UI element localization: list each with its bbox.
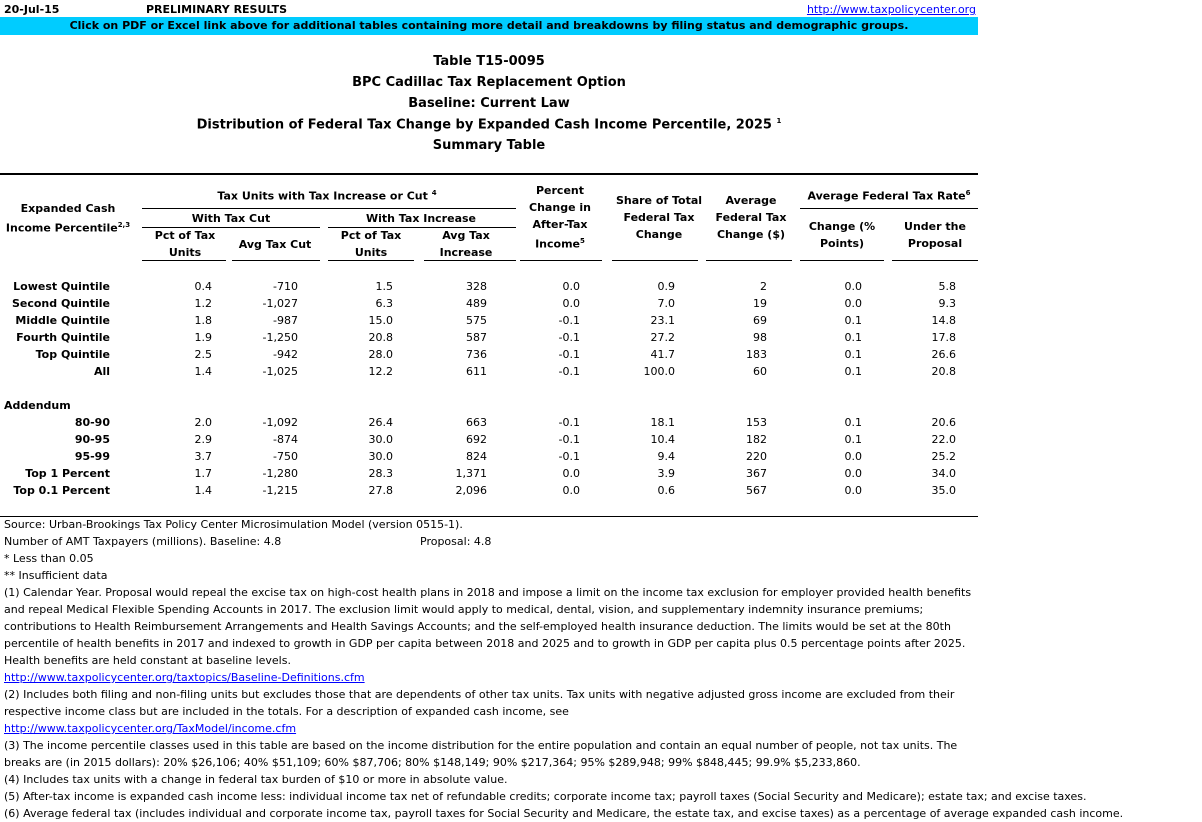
table-subtitle: Summary Table (432, 138, 546, 153)
col-share-total: Share of Total Federal Tax Change (615, 194, 703, 241)
col-rate-change: Change (% Points) (808, 220, 876, 250)
row-label: All (93, 365, 110, 378)
income-definition-link[interactable]: http://www.taxpolicycenter.org/TaxModel/income.cfm (4, 722, 297, 735)
table-cell: 7.0 (657, 297, 675, 310)
amt-proposal: Proposal: 4.8 (420, 535, 492, 548)
table-cell: -0.1 (558, 314, 580, 327)
footnote-4: (4) Includes tax units with a change in federal tax burden of $10 or more in absolute value. (4, 773, 508, 786)
table-cell: 12.2 (368, 365, 393, 378)
table-cell: 736 (466, 348, 487, 361)
table-number: Table T15-0095 (433, 54, 545, 69)
table-cell: -0.1 (558, 433, 580, 446)
table-cell: 567 (746, 484, 767, 497)
footnote-1d: percentile of health benefits in 2017 and indexed to growth in GDP per capita between 2018 and 2025 and to growth in GDP per capita plus 0.5 percentage points after 2025. (4, 637, 966, 650)
info-banner: Click on PDF or Excel link above for additional tables containing more detail and breakdowns by filing status and demographic groups. (0, 17, 978, 35)
tpc-website-link[interactable]: http://www.taxpolicycenter.org (806, 3, 976, 16)
footnote-1b: and repeal Medical Flexible Spending Accounts in 2017. The exclusion limit would apply to medical, dental, vision, and supplementary indemnity insurance premiums; (4, 603, 924, 616)
table-cell: 692 (466, 433, 487, 446)
table-cell: 27.8 (368, 484, 393, 497)
table-cell: -0.1 (558, 450, 580, 463)
report-date: 20-Jul-15 (4, 3, 60, 16)
table-cell: 0.1 (844, 348, 862, 361)
table-cell: -1,027 (262, 297, 298, 310)
footnote-1a: (1) Calendar Year. Proposal would repeal the excise tax on high-cost health plans in 2018 and impose a limit on the income tax exclusion for employer provided health benefits (4, 586, 972, 599)
table-cell: 1.4 (194, 365, 212, 378)
preliminary-label: PRELIMINARY RESULTS (146, 3, 288, 16)
table-cell: 0.0 (844, 297, 862, 310)
table-cell: -1,280 (262, 467, 298, 480)
row-label: 95-99 (74, 450, 110, 463)
table-cell: -0.1 (558, 348, 580, 361)
table-baseline: Baseline: Current Law (408, 96, 570, 111)
table-cell: 17.8 (931, 331, 956, 344)
col-avg-tax-increase: Avg Tax Increase (439, 229, 493, 259)
table-cell: -1,092 (262, 416, 298, 429)
row-label: Top 1 Percent (25, 467, 110, 480)
addendum-label: Addendum (4, 399, 71, 412)
row-label: Middle Quintile (15, 314, 110, 327)
table-cell: 575 (466, 314, 487, 327)
table-cell: 1.4 (194, 484, 212, 497)
row-label: Top Quintile (35, 348, 110, 361)
table-cell: 2.5 (194, 348, 212, 361)
table-cell: 3.7 (194, 450, 212, 463)
table-cell: 3.9 (657, 467, 675, 480)
table-cell: 183 (746, 348, 767, 361)
table-cell: 1.2 (194, 297, 212, 310)
table-cell: 28.3 (368, 467, 393, 480)
table-cell: 0.1 (844, 365, 862, 378)
table-cell: 30.0 (368, 433, 393, 446)
table-cell: 0.1 (844, 314, 862, 327)
footnote-2b: respective income class but are included in the totals. For a description of expanded cash income, see (4, 705, 569, 718)
table-cell: 0.4 (194, 280, 212, 293)
table-cell: 18.1 (650, 416, 675, 429)
table-cell: 2.9 (194, 433, 212, 446)
table-cell: 0.0 (562, 297, 580, 310)
table-cell: 611 (466, 365, 487, 378)
footnote-2a: (2) Includes both filing and non-filing units but excludes those that are dependents of other tax units. Tax units with negative adjusted gross income are excluded from their (4, 688, 955, 701)
table-cell: -710 (273, 280, 298, 293)
footnote-3b: breaks are (in 2015 dollars): 20% $26,106; 40% $51,109; 60% $87,706; 80% $148,149; 90% $217,364; 95% $289,948; 99% $848,445; 99.9% $5,233,860. (4, 756, 861, 769)
table-cell: 2 (760, 280, 767, 293)
table-cell: 15.0 (368, 314, 393, 327)
table-cell: 22.0 (931, 433, 956, 446)
footnote-star: * Less than 0.05 (4, 552, 94, 565)
footnote-1c: contributions to Health Reimbursement Arrangements and Health Savings Accounts; and the self-employed health insurance deduction. The limits would be set at the 80th (4, 620, 951, 633)
table-cell: 0.1 (844, 433, 862, 446)
col-avg-tax-cut: Avg Tax Cut (238, 238, 312, 251)
table-cell: 14.8 (931, 314, 956, 327)
row-label: Second Quintile (11, 297, 110, 310)
table-cell: -0.1 (558, 331, 580, 344)
table-cell: 19 (753, 297, 767, 310)
col-avg-federal-change: Average Federal Tax Change ($) (715, 194, 787, 241)
table-cell: 153 (746, 416, 767, 429)
table-cell: 0.0 (562, 484, 580, 497)
table-bottom-rule (0, 516, 978, 517)
table-cell: 20.8 (931, 365, 956, 378)
table-cell: 1.9 (194, 331, 212, 344)
table-cell: 10.4 (650, 433, 675, 446)
table-cell: -750 (273, 450, 298, 463)
footnote-5: (5) After-tax income is expanded cash income less: individual income tax net of refundable credits; corporate income tax; payroll taxes (Social Security and Medicare); estate tax; and excise taxes. (4, 790, 1087, 803)
col-with-cut: With Tax Cut (191, 212, 271, 225)
table-cell: -942 (273, 348, 298, 361)
table-cell: 2.0 (194, 416, 212, 429)
row-label: 80-90 (74, 416, 110, 429)
source-note: Source: Urban-Brookings Tax Policy Center Microsimulation Model (version 0515-1). (4, 518, 463, 531)
table-cell: -874 (273, 433, 298, 446)
footnote-1e: Health benefits are held constant at baseline levels. (4, 654, 291, 667)
table-cell: 30.0 (368, 450, 393, 463)
table-cell: 27.2 (650, 331, 675, 344)
table-cell: 0.0 (562, 280, 580, 293)
table-cell: -1,215 (262, 484, 298, 497)
table-cell: 9.3 (938, 297, 956, 310)
row-label: Fourth Quintile (16, 331, 110, 344)
col-with-increase: With Tax Increase (365, 212, 477, 225)
table-cell: 0.0 (844, 280, 862, 293)
table-cell: 20.8 (368, 331, 393, 344)
row-label: Top 0.1 Percent (13, 484, 110, 497)
table-cell: 41.7 (650, 348, 675, 361)
row-label: 90-95 (74, 433, 110, 446)
col-pct-units-cut: Pct of Tax Units (154, 229, 216, 259)
table-cell: 0.0 (844, 467, 862, 480)
table-cell: 587 (466, 331, 487, 344)
table-cell: 328 (466, 280, 487, 293)
table-cell: 98 (753, 331, 767, 344)
table-cell: 0.1 (844, 416, 862, 429)
table-cell: -0.1 (558, 365, 580, 378)
table-cell: 25.2 (931, 450, 956, 463)
table-cell: 28.0 (368, 348, 393, 361)
table-cell: 34.0 (931, 467, 956, 480)
col-tax-units-group: Tax Units with Tax Increase or Cut $^4$ (217, 189, 437, 203)
table-cell: 1.7 (194, 467, 212, 480)
col-income: Expanded Cash Income Percentile$^{2,3}$ (5, 202, 131, 235)
table-cell: 20.6 (931, 416, 956, 429)
table-cell: 824 (466, 450, 487, 463)
baseline-definitions-link[interactable]: http://www.taxpolicycenter.org/taxtopics/Baseline-Definitions.cfm (4, 671, 365, 684)
col-pct-units-increase: Pct of Tax Units (340, 229, 402, 259)
table-cell: 9.4 (657, 450, 675, 463)
table-cell: -987 (273, 314, 298, 327)
table-top-rule (0, 173, 978, 175)
table-description: Distribution of Federal Tax Change by Expanded Cash Income Percentile, 2025 $^1$ (196, 117, 782, 133)
table-cell: 100.0 (643, 365, 675, 378)
table-cell: 1.5 (375, 280, 393, 293)
table-cell: 2,096 (455, 484, 487, 497)
table-cell: 35.0 (931, 484, 956, 497)
footnote-6: (6) Average federal tax (includes individual and corporate income tax, payroll taxes for Social Security and Medicare, the estate tax, and excise taxes) as a percentage of average expanded cash income. (4, 807, 1124, 820)
table-cell: 0.0 (562, 467, 580, 480)
table-cell: 0.1 (844, 331, 862, 344)
table-cell: 0.0 (844, 484, 862, 497)
table-cell: 220 (746, 450, 767, 463)
table-cell: -1,025 (262, 365, 298, 378)
col-avg-rate-group: Average Federal Tax Rate$^6$ (807, 189, 971, 203)
footnote-3a: (3) The income percentile classes used in this table are based on the income distribution for the entire population and contain an equal number of people, not tax units. The (4, 739, 958, 752)
footnote-double-star: ** Insufficient data (4, 569, 108, 582)
row-label: Lowest Quintile (13, 280, 110, 293)
table-cell: 0.6 (657, 484, 675, 497)
table-cell: 26.6 (931, 348, 956, 361)
table-cell: 60 (753, 365, 767, 378)
table-cell: 367 (746, 467, 767, 480)
table-cell: 5.8 (938, 280, 956, 293)
table-cell: 663 (466, 416, 487, 429)
col-pct-change-income: Percent Change in After-Tax Income$^5$ (529, 184, 591, 251)
col-rate-under-proposal: Under the Proposal (904, 220, 966, 250)
table-cell: 1.8 (194, 314, 212, 327)
table-cell: 23.1 (650, 314, 675, 327)
table-cell: 182 (746, 433, 767, 446)
table-cell: 69 (753, 314, 767, 327)
table-cell: -0.1 (558, 416, 580, 429)
table-cell: -1,250 (262, 331, 298, 344)
table-cell: 489 (466, 297, 487, 310)
table-cell: 6.3 (375, 297, 393, 310)
amt-note: Number of AMT Taxpayers (millions). Baseline: 4.8 (4, 535, 282, 548)
table-cell: 26.4 (368, 416, 393, 429)
table-cell: 0.0 (844, 450, 862, 463)
table-cell: 1,371 (455, 467, 487, 480)
table-cell: 0.9 (657, 280, 675, 293)
table-title: BPC Cadillac Tax Replacement Option (352, 75, 626, 90)
